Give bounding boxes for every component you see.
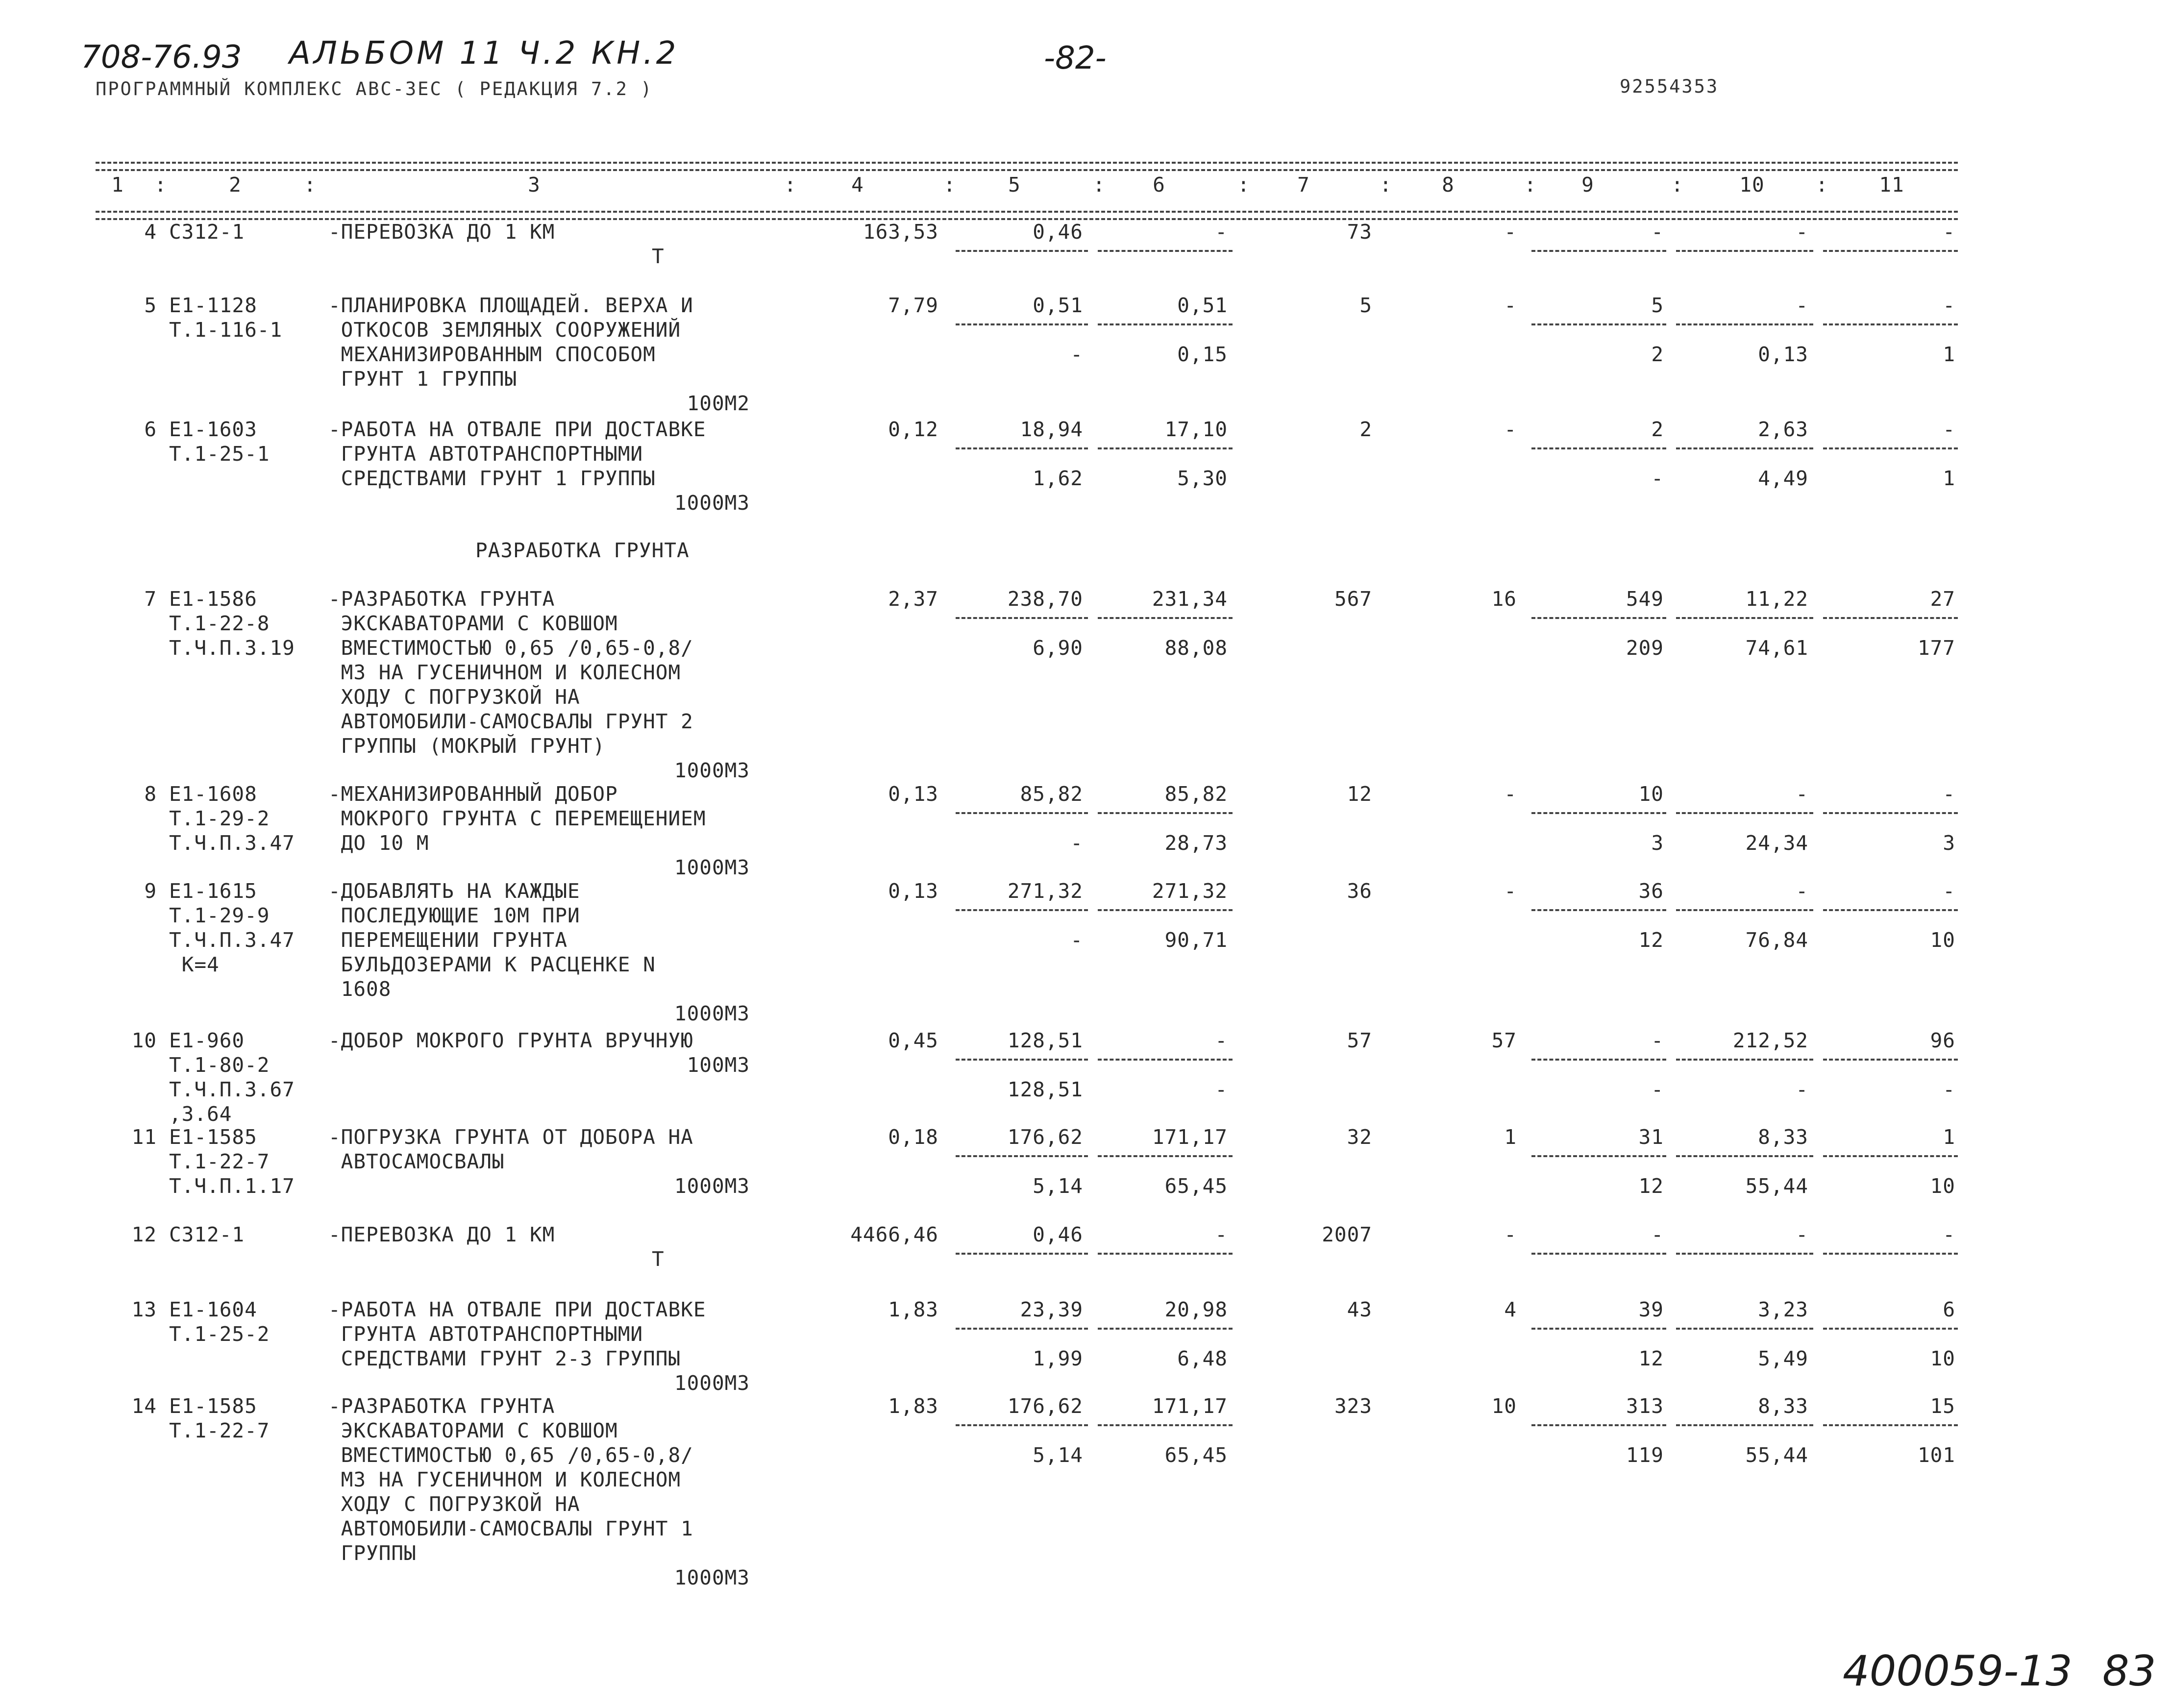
value-col-4: 1,83 bbox=[888, 1394, 938, 1418]
divider-line bbox=[1823, 1059, 1958, 1061]
value-col-5: 0,51 bbox=[1033, 294, 1083, 317]
divider-line bbox=[1098, 1424, 1233, 1426]
value-col-5: 176,62 bbox=[1007, 1125, 1083, 1149]
rate-code: Е1-1615 bbox=[169, 879, 257, 903]
section-title: РАЗРАБОТКА ГРУНТА bbox=[475, 539, 690, 562]
divider-line bbox=[1823, 1155, 1958, 1157]
rate-reference: Т.1-22-8 Т.Ч.П.3.19 bbox=[169, 612, 295, 660]
page-number-top: -82- bbox=[1044, 40, 1107, 76]
value-col-6: - bbox=[1215, 1029, 1228, 1052]
value-col-11: 96 bbox=[1930, 1029, 1955, 1052]
value-col-10-second-line: 0,13 bbox=[1758, 343, 1808, 366]
divider-line bbox=[1098, 617, 1233, 619]
value-col-11: 15 bbox=[1930, 1394, 1955, 1418]
value-col-8: 57 bbox=[1491, 1029, 1517, 1052]
column-header-5: 5 bbox=[1008, 173, 1021, 197]
value-col-8: - bbox=[1504, 418, 1517, 441]
divider-line bbox=[1531, 1253, 1666, 1255]
row-number: 13 bbox=[131, 1298, 157, 1321]
row-number: 10 bbox=[131, 1029, 157, 1052]
rate-reference: Т.1-116-1 bbox=[169, 318, 283, 342]
divider-line bbox=[1676, 1253, 1813, 1255]
divider-line bbox=[1823, 812, 1958, 814]
row-number: 11 bbox=[131, 1125, 157, 1149]
value-col-11: - bbox=[1943, 294, 1955, 317]
row-number: 6 bbox=[144, 418, 157, 441]
value-col-5-second-line: 5,14 bbox=[1033, 1443, 1083, 1467]
measure-unit: 1000М3 bbox=[674, 1566, 750, 1589]
divider-line bbox=[1676, 1424, 1813, 1426]
value-col-9-second-line: - bbox=[1651, 1078, 1664, 1101]
value-col-4: 4466,46 bbox=[850, 1223, 938, 1246]
divider-line bbox=[1823, 250, 1958, 252]
measure-unit: 1000М3 bbox=[674, 1002, 750, 1025]
row-number: 14 bbox=[131, 1394, 157, 1418]
value-col-4: 0,12 bbox=[888, 418, 938, 441]
measure-unit: 100М2 bbox=[687, 392, 750, 415]
value-col-11-second-line: 101 bbox=[1917, 1443, 1955, 1467]
value-col-7: 12 bbox=[1347, 782, 1372, 806]
divider-line bbox=[956, 323, 1088, 325]
value-col-4: 2,37 bbox=[888, 587, 938, 611]
value-col-7: 32 bbox=[1347, 1125, 1372, 1149]
row-number: 12 bbox=[131, 1223, 157, 1246]
value-col-11-second-line: 3 bbox=[1943, 831, 1955, 855]
sheet-number: 83 bbox=[2102, 1647, 2156, 1696]
divider-line bbox=[1823, 1328, 1958, 1330]
value-col-5: 176,62 bbox=[1007, 1394, 1083, 1418]
rate-code: Е1-1585 bbox=[169, 1125, 257, 1149]
value-col-10: 3,23 bbox=[1758, 1298, 1808, 1321]
divider-line bbox=[1823, 323, 1958, 325]
header-bottom-rule bbox=[96, 211, 1958, 213]
divider-line bbox=[1531, 1059, 1666, 1061]
value-col-4: 7,79 bbox=[888, 294, 938, 317]
value-col-9: 549 bbox=[1626, 587, 1664, 611]
value-col-6: 271,32 bbox=[1152, 879, 1228, 903]
rate-reference: Т.1-25-2 bbox=[169, 1322, 270, 1346]
value-col-11-second-line: - bbox=[1943, 1078, 1955, 1101]
value-col-10: - bbox=[1796, 782, 1808, 806]
value-col-6: 171,17 bbox=[1152, 1394, 1228, 1418]
value-col-11: - bbox=[1943, 879, 1955, 903]
value-col-9-second-line: 3 bbox=[1651, 831, 1664, 855]
divider-line bbox=[1098, 1059, 1233, 1061]
value-col-11: - bbox=[1943, 220, 1955, 244]
rate-code: С312-1 bbox=[169, 1223, 245, 1246]
divider-line bbox=[1531, 909, 1666, 911]
value-col-9: - bbox=[1651, 220, 1664, 244]
rate-reference: Т.1-80-2 Т.Ч.П.3.67 ,3.64 bbox=[169, 1053, 295, 1126]
value-col-11-second-line: 10 bbox=[1930, 1174, 1955, 1198]
value-col-6: 231,34 bbox=[1152, 587, 1228, 611]
value-col-10: 11,22 bbox=[1745, 587, 1808, 611]
value-col-10-second-line: 55,44 bbox=[1745, 1174, 1808, 1198]
measure-unit: Т bbox=[652, 245, 665, 268]
rate-code: Е1-1128 bbox=[169, 294, 257, 317]
value-col-4: 0,13 bbox=[888, 782, 938, 806]
divider-line bbox=[1676, 1155, 1813, 1157]
value-col-9: - bbox=[1651, 1029, 1664, 1052]
measure-unit: 1000М3 bbox=[674, 759, 750, 782]
divider-line bbox=[1098, 812, 1233, 814]
value-col-10-second-line: 4,49 bbox=[1758, 467, 1808, 490]
row-number: 7 bbox=[144, 587, 157, 611]
stamp-number: 400059-13 bbox=[1843, 1647, 2072, 1696]
divider-line bbox=[956, 447, 1088, 449]
divider-line bbox=[1823, 909, 1958, 911]
value-col-10-second-line: 24,34 bbox=[1745, 831, 1808, 855]
value-col-11-second-line: 1 bbox=[1943, 343, 1955, 366]
value-col-8: 1 bbox=[1504, 1125, 1517, 1149]
rate-reference: Т.1-25-1 bbox=[169, 442, 270, 466]
value-col-9-second-line: 119 bbox=[1626, 1443, 1664, 1467]
value-col-10: - bbox=[1796, 220, 1808, 244]
divider-line bbox=[1676, 1059, 1813, 1061]
work-description: -ПЕРЕВОЗКА ДО 1 КМ bbox=[328, 220, 555, 244]
rate-code: Е1-1604 bbox=[169, 1298, 257, 1321]
measure-unit: 100М3 bbox=[687, 1053, 750, 1077]
divider-line bbox=[1676, 812, 1813, 814]
value-col-7: 2 bbox=[1359, 418, 1372, 441]
rate-code: Е1-1585 bbox=[169, 1394, 257, 1418]
value-col-10: 2,63 bbox=[1758, 418, 1808, 441]
column-separator: : bbox=[304, 173, 317, 197]
row-number: 5 bbox=[144, 294, 157, 317]
value-col-7: 36 bbox=[1347, 879, 1372, 903]
column-header-3: 3 bbox=[528, 173, 541, 197]
column-separator: : bbox=[1671, 173, 1684, 197]
rate-code: Е1-1603 bbox=[169, 418, 257, 441]
divider-line bbox=[1098, 1155, 1233, 1157]
divider-line bbox=[1823, 1253, 1958, 1255]
value-col-8: - bbox=[1504, 879, 1517, 903]
value-col-6: - bbox=[1215, 220, 1228, 244]
value-col-6: 171,17 bbox=[1152, 1125, 1228, 1149]
value-col-5-second-line: 1,62 bbox=[1033, 467, 1083, 490]
value-col-10: 8,33 bbox=[1758, 1394, 1808, 1418]
divider-line bbox=[1676, 1328, 1813, 1330]
program-line: ПРОГРАММНЫЙ КОМПЛЕКС АВС-ЗЕС ( РЕДАКЦИЯ 7.2 ) bbox=[96, 78, 653, 99]
doc-code: 708-76.93 bbox=[81, 39, 242, 75]
value-col-8: - bbox=[1504, 220, 1517, 244]
measure-unit: 1000М3 bbox=[674, 856, 750, 879]
column-separator: : bbox=[1237, 173, 1250, 197]
value-col-6-second-line: 88,08 bbox=[1164, 636, 1228, 660]
value-col-10: - bbox=[1796, 1223, 1808, 1246]
value-col-11: 27 bbox=[1930, 587, 1955, 611]
value-col-10-second-line: 74,61 bbox=[1745, 636, 1808, 660]
divider-line bbox=[1098, 250, 1233, 252]
column-header-11: 11 bbox=[1879, 173, 1904, 197]
work-description: -РАБОТА НА ОТВАЛЕ ПРИ ДОСТАВКЕ ГРУНТА АВТОТРАНСПОРТНЫМИ СРЕДСТВАМИ ГРУНТ 2-3 ГРУППЫ bbox=[328, 1298, 706, 1370]
rate-code: Е1-1608 bbox=[169, 782, 257, 806]
divider-line bbox=[1531, 323, 1666, 325]
divider-line bbox=[1531, 447, 1666, 449]
value-col-9: 313 bbox=[1626, 1394, 1664, 1418]
divider-line bbox=[1823, 617, 1958, 619]
column-header-4: 4 bbox=[851, 173, 864, 197]
value-col-11-second-line: 177 bbox=[1917, 636, 1955, 660]
rate-reference: Т.1-29-9 Т.Ч.П.3.47 К=4 bbox=[169, 904, 295, 976]
value-col-9: 36 bbox=[1638, 879, 1664, 903]
work-description: -РАЗРАБОТКА ГРУНТА ЭКСКАВАТОРАМИ С КОВШОМ ВМЕСТИМОСТЬЮ 0,65 /0,65-0,8/ М3 НА ГУСЕНИЧНОМ И КОЛЕСНОМ ХОДУ С ПОГРУЗКОЙ НА АВТОМОБИЛИ-САМОСВАЛЫ ГРУНТ 2 ГРУППЫ (МОКРЫЙ ГРУНТ) bbox=[328, 587, 693, 758]
value-col-5: 0,46 bbox=[1033, 220, 1083, 244]
value-col-9-second-line: 12 bbox=[1638, 928, 1664, 952]
work-description: -ДОБОР МОКРОГО ГРУНТА ВРУЧНУЮ bbox=[328, 1029, 693, 1052]
rate-reference: Т.1-22-7 Т.Ч.П.1.17 bbox=[169, 1150, 295, 1198]
value-col-10-second-line: - bbox=[1796, 1078, 1808, 1101]
value-col-6: - bbox=[1215, 1223, 1228, 1246]
value-col-8: 16 bbox=[1491, 587, 1517, 611]
row-number: 8 bbox=[144, 782, 157, 806]
value-col-7: 57 bbox=[1347, 1029, 1372, 1052]
value-col-9-second-line: 12 bbox=[1638, 1347, 1664, 1370]
value-col-8: 10 bbox=[1491, 1394, 1517, 1418]
value-col-6-second-line: 65,45 bbox=[1164, 1443, 1228, 1467]
divider-line bbox=[1098, 323, 1233, 325]
value-col-5-second-line: 1,99 bbox=[1033, 1347, 1083, 1370]
row-number: 9 bbox=[144, 879, 157, 903]
value-col-5-second-line: - bbox=[1070, 831, 1083, 855]
value-col-11-second-line: 10 bbox=[1930, 928, 1955, 952]
measure-unit: Т bbox=[652, 1247, 665, 1271]
value-col-5-second-line: 128,51 bbox=[1007, 1078, 1083, 1101]
value-col-10: - bbox=[1796, 879, 1808, 903]
divider-line bbox=[1823, 447, 1958, 449]
row-number: 4 bbox=[144, 220, 157, 244]
divider-line bbox=[1676, 617, 1813, 619]
value-col-7: 43 bbox=[1347, 1298, 1372, 1321]
value-col-5: 23,39 bbox=[1020, 1298, 1083, 1321]
rate-reference: Т.1-29-2 Т.Ч.П.3.47 bbox=[169, 807, 295, 855]
value-col-4: 1,83 bbox=[888, 1298, 938, 1321]
column-header-2: 2 bbox=[229, 173, 242, 197]
work-description: -МЕХАНИЗИРОВАННЫЙ ДОБОР МОКРОГО ГРУНТА С ПЕРЕМЕЩЕНИЕМ ДО 10 М bbox=[328, 782, 706, 855]
value-col-7: 73 bbox=[1347, 220, 1372, 244]
value-col-4: 163,53 bbox=[863, 220, 938, 244]
measure-unit: 1000М3 bbox=[674, 491, 750, 515]
value-col-4: 0,13 bbox=[888, 879, 938, 903]
column-separator: : bbox=[1093, 173, 1106, 197]
value-col-6: 85,82 bbox=[1164, 782, 1228, 806]
divider-line bbox=[1531, 1328, 1666, 1330]
value-col-5: 128,51 bbox=[1007, 1029, 1083, 1052]
work-description: -ПЛАНИРОВКА ПЛОЩАДЕЙ. ВЕРХА И ОТКОСОВ ЗЕМЛЯНЫХ СООРУЖЕНИЙ МЕХАНИЗИРОВАННЫМ СПОСОБОМ ГРУНТ 1 ГРУППЫ bbox=[328, 294, 693, 391]
measure-unit: 1000М3 bbox=[674, 1174, 750, 1198]
value-col-11: - bbox=[1943, 1223, 1955, 1246]
value-col-5: 0,46 bbox=[1033, 1223, 1083, 1246]
column-header-9: 9 bbox=[1581, 173, 1594, 197]
value-col-10-second-line: 76,84 bbox=[1745, 928, 1808, 952]
value-col-11-second-line: 1 bbox=[1943, 467, 1955, 490]
value-col-5-second-line: 5,14 bbox=[1033, 1174, 1083, 1198]
value-col-5-second-line: - bbox=[1070, 343, 1083, 366]
column-separator: : bbox=[943, 173, 956, 197]
value-col-9: - bbox=[1651, 1223, 1664, 1246]
value-col-5: 238,70 bbox=[1007, 587, 1083, 611]
divider-line bbox=[1531, 1155, 1666, 1157]
value-col-6-second-line: 28,73 bbox=[1164, 831, 1228, 855]
value-col-6-second-line: 90,71 bbox=[1164, 928, 1228, 952]
divider-line bbox=[956, 250, 1088, 252]
value-col-5: 271,32 bbox=[1007, 879, 1083, 903]
divider-line bbox=[1531, 812, 1666, 814]
work-description: -ДОБАВЛЯТЬ НА КАЖДЫЕ ПОСЛЕДУЮЩИЕ 10М ПРИ ПЕРЕМЕЩЕНИИ ГРУНТА БУЛЬДОЗЕРАМИ К РАСЦЕНКЕ N 1608 bbox=[328, 879, 656, 1001]
value-col-11: - bbox=[1943, 418, 1955, 441]
table-top-rule bbox=[96, 162, 1958, 164]
value-col-9-second-line: 2 bbox=[1651, 343, 1664, 366]
rate-reference: Т.1-22-7 bbox=[169, 1419, 270, 1442]
rate-code: Е1-1586 bbox=[169, 587, 257, 611]
divider-line bbox=[1531, 250, 1666, 252]
value-col-10: 8,33 bbox=[1758, 1125, 1808, 1149]
divider-line bbox=[956, 1155, 1088, 1157]
value-col-6-second-line: - bbox=[1215, 1078, 1228, 1101]
value-col-8: - bbox=[1504, 782, 1517, 806]
work-description: -РАБОТА НА ОТВАЛЕ ПРИ ДОСТАВКЕ ГРУНТА АВТОТРАНСПОРТНЫМИ СРЕДСТВАМИ ГРУНТ 1 ГРУППЫ bbox=[328, 418, 706, 490]
divider-line bbox=[956, 1424, 1088, 1426]
value-col-5-second-line: - bbox=[1070, 928, 1083, 952]
reference-number: 92554353 bbox=[1620, 76, 1719, 97]
value-col-5-second-line: 6,90 bbox=[1033, 636, 1083, 660]
table-top-rule-2 bbox=[96, 169, 1958, 171]
divider-line bbox=[1676, 909, 1813, 911]
value-col-8: 4 bbox=[1504, 1298, 1517, 1321]
divider-line bbox=[956, 1253, 1088, 1255]
value-col-6-second-line: 65,45 bbox=[1164, 1174, 1228, 1198]
work-description: -ПОГРУЗКА ГРУНТА ОТ ДОБОРА НА АВТОСАМОСВАЛЫ bbox=[328, 1125, 693, 1173]
value-col-10: 212,52 bbox=[1732, 1029, 1808, 1052]
value-col-9: 39 bbox=[1638, 1298, 1664, 1321]
value-col-6: 20,98 bbox=[1164, 1298, 1228, 1321]
divider-line bbox=[1098, 1253, 1233, 1255]
divider-line bbox=[956, 1328, 1088, 1330]
value-col-7: 5 bbox=[1359, 294, 1372, 317]
work-description: -ПЕРЕВОЗКА ДО 1 КМ bbox=[328, 1223, 555, 1246]
value-col-9-second-line: 12 bbox=[1638, 1174, 1664, 1198]
divider-line bbox=[1098, 1328, 1233, 1330]
column-separator: : bbox=[1816, 173, 1828, 197]
divider-line bbox=[956, 617, 1088, 619]
divider-line bbox=[1098, 447, 1233, 449]
value-col-7: 567 bbox=[1334, 587, 1372, 611]
value-col-4: 0,18 bbox=[888, 1125, 938, 1149]
value-col-6: 17,10 bbox=[1164, 418, 1228, 441]
column-separator: : bbox=[784, 173, 797, 197]
column-header-10: 10 bbox=[1739, 173, 1765, 197]
value-col-5: 18,94 bbox=[1020, 418, 1083, 441]
column-header-6: 6 bbox=[1153, 173, 1165, 197]
work-description: -РАЗРАБОТКА ГРУНТА ЭКСКАВАТОРАМИ С КОВШОМ ВМЕСТИМОСТЬЮ 0,65 /0,65-0,8/ М3 НА ГУСЕНИЧНОМ И КОЛЕСНОМ ХОДУ С ПОГРУЗКОЙ НА АВТОМОБИЛИ-САМОСВАЛЫ ГРУНТ 1 ГРУППЫ bbox=[328, 1394, 693, 1565]
value-col-9: 5 bbox=[1651, 294, 1664, 317]
divider-line bbox=[956, 1059, 1088, 1061]
value-col-8: - bbox=[1504, 294, 1517, 317]
column-header-7: 7 bbox=[1297, 173, 1310, 197]
value-col-11: - bbox=[1943, 782, 1955, 806]
column-separator: : bbox=[1380, 173, 1392, 197]
value-col-10-second-line: 5,49 bbox=[1758, 1347, 1808, 1370]
rate-code: Е1-960 bbox=[169, 1029, 245, 1052]
value-col-6-second-line: 6,48 bbox=[1177, 1347, 1228, 1370]
value-col-11: 6 bbox=[1943, 1298, 1955, 1321]
value-col-6-second-line: 0,15 bbox=[1177, 343, 1228, 366]
divider-line bbox=[956, 909, 1088, 911]
value-col-8: - bbox=[1504, 1223, 1517, 1246]
column-separator: : bbox=[154, 173, 167, 197]
divider-line bbox=[1098, 909, 1233, 911]
album-title: АЛЬБОМ 11 Ч.2 КН.2 bbox=[289, 35, 679, 72]
rate-code: С312-1 bbox=[169, 220, 245, 244]
value-col-7: 323 bbox=[1334, 1394, 1372, 1418]
column-header-8: 8 bbox=[1442, 173, 1455, 197]
value-col-9: 31 bbox=[1638, 1125, 1664, 1149]
column-header-1: 1 bbox=[111, 173, 124, 197]
divider-line bbox=[956, 812, 1088, 814]
value-col-4: 0,45 bbox=[888, 1029, 938, 1052]
value-col-6: 0,51 bbox=[1177, 294, 1228, 317]
divider-line bbox=[1676, 323, 1813, 325]
value-col-11-second-line: 10 bbox=[1930, 1347, 1955, 1370]
divider-line bbox=[1531, 617, 1666, 619]
divider-line bbox=[1676, 447, 1813, 449]
value-col-9: 2 bbox=[1651, 418, 1664, 441]
value-col-7: 2007 bbox=[1322, 1223, 1372, 1246]
divider-line bbox=[1531, 1424, 1666, 1426]
column-separator: : bbox=[1524, 173, 1537, 197]
value-col-9-second-line: - bbox=[1651, 467, 1664, 490]
value-col-6-second-line: 5,30 bbox=[1177, 467, 1228, 490]
value-col-10: - bbox=[1796, 294, 1808, 317]
divider-line bbox=[1823, 1424, 1958, 1426]
measure-unit: 1000М3 bbox=[674, 1371, 750, 1395]
value-col-5: 85,82 bbox=[1020, 782, 1083, 806]
value-col-9: 10 bbox=[1638, 782, 1664, 806]
value-col-11: 1 bbox=[1943, 1125, 1955, 1149]
value-col-10-second-line: 55,44 bbox=[1745, 1443, 1808, 1467]
divider-line bbox=[1676, 250, 1813, 252]
value-col-9-second-line: 209 bbox=[1626, 636, 1664, 660]
